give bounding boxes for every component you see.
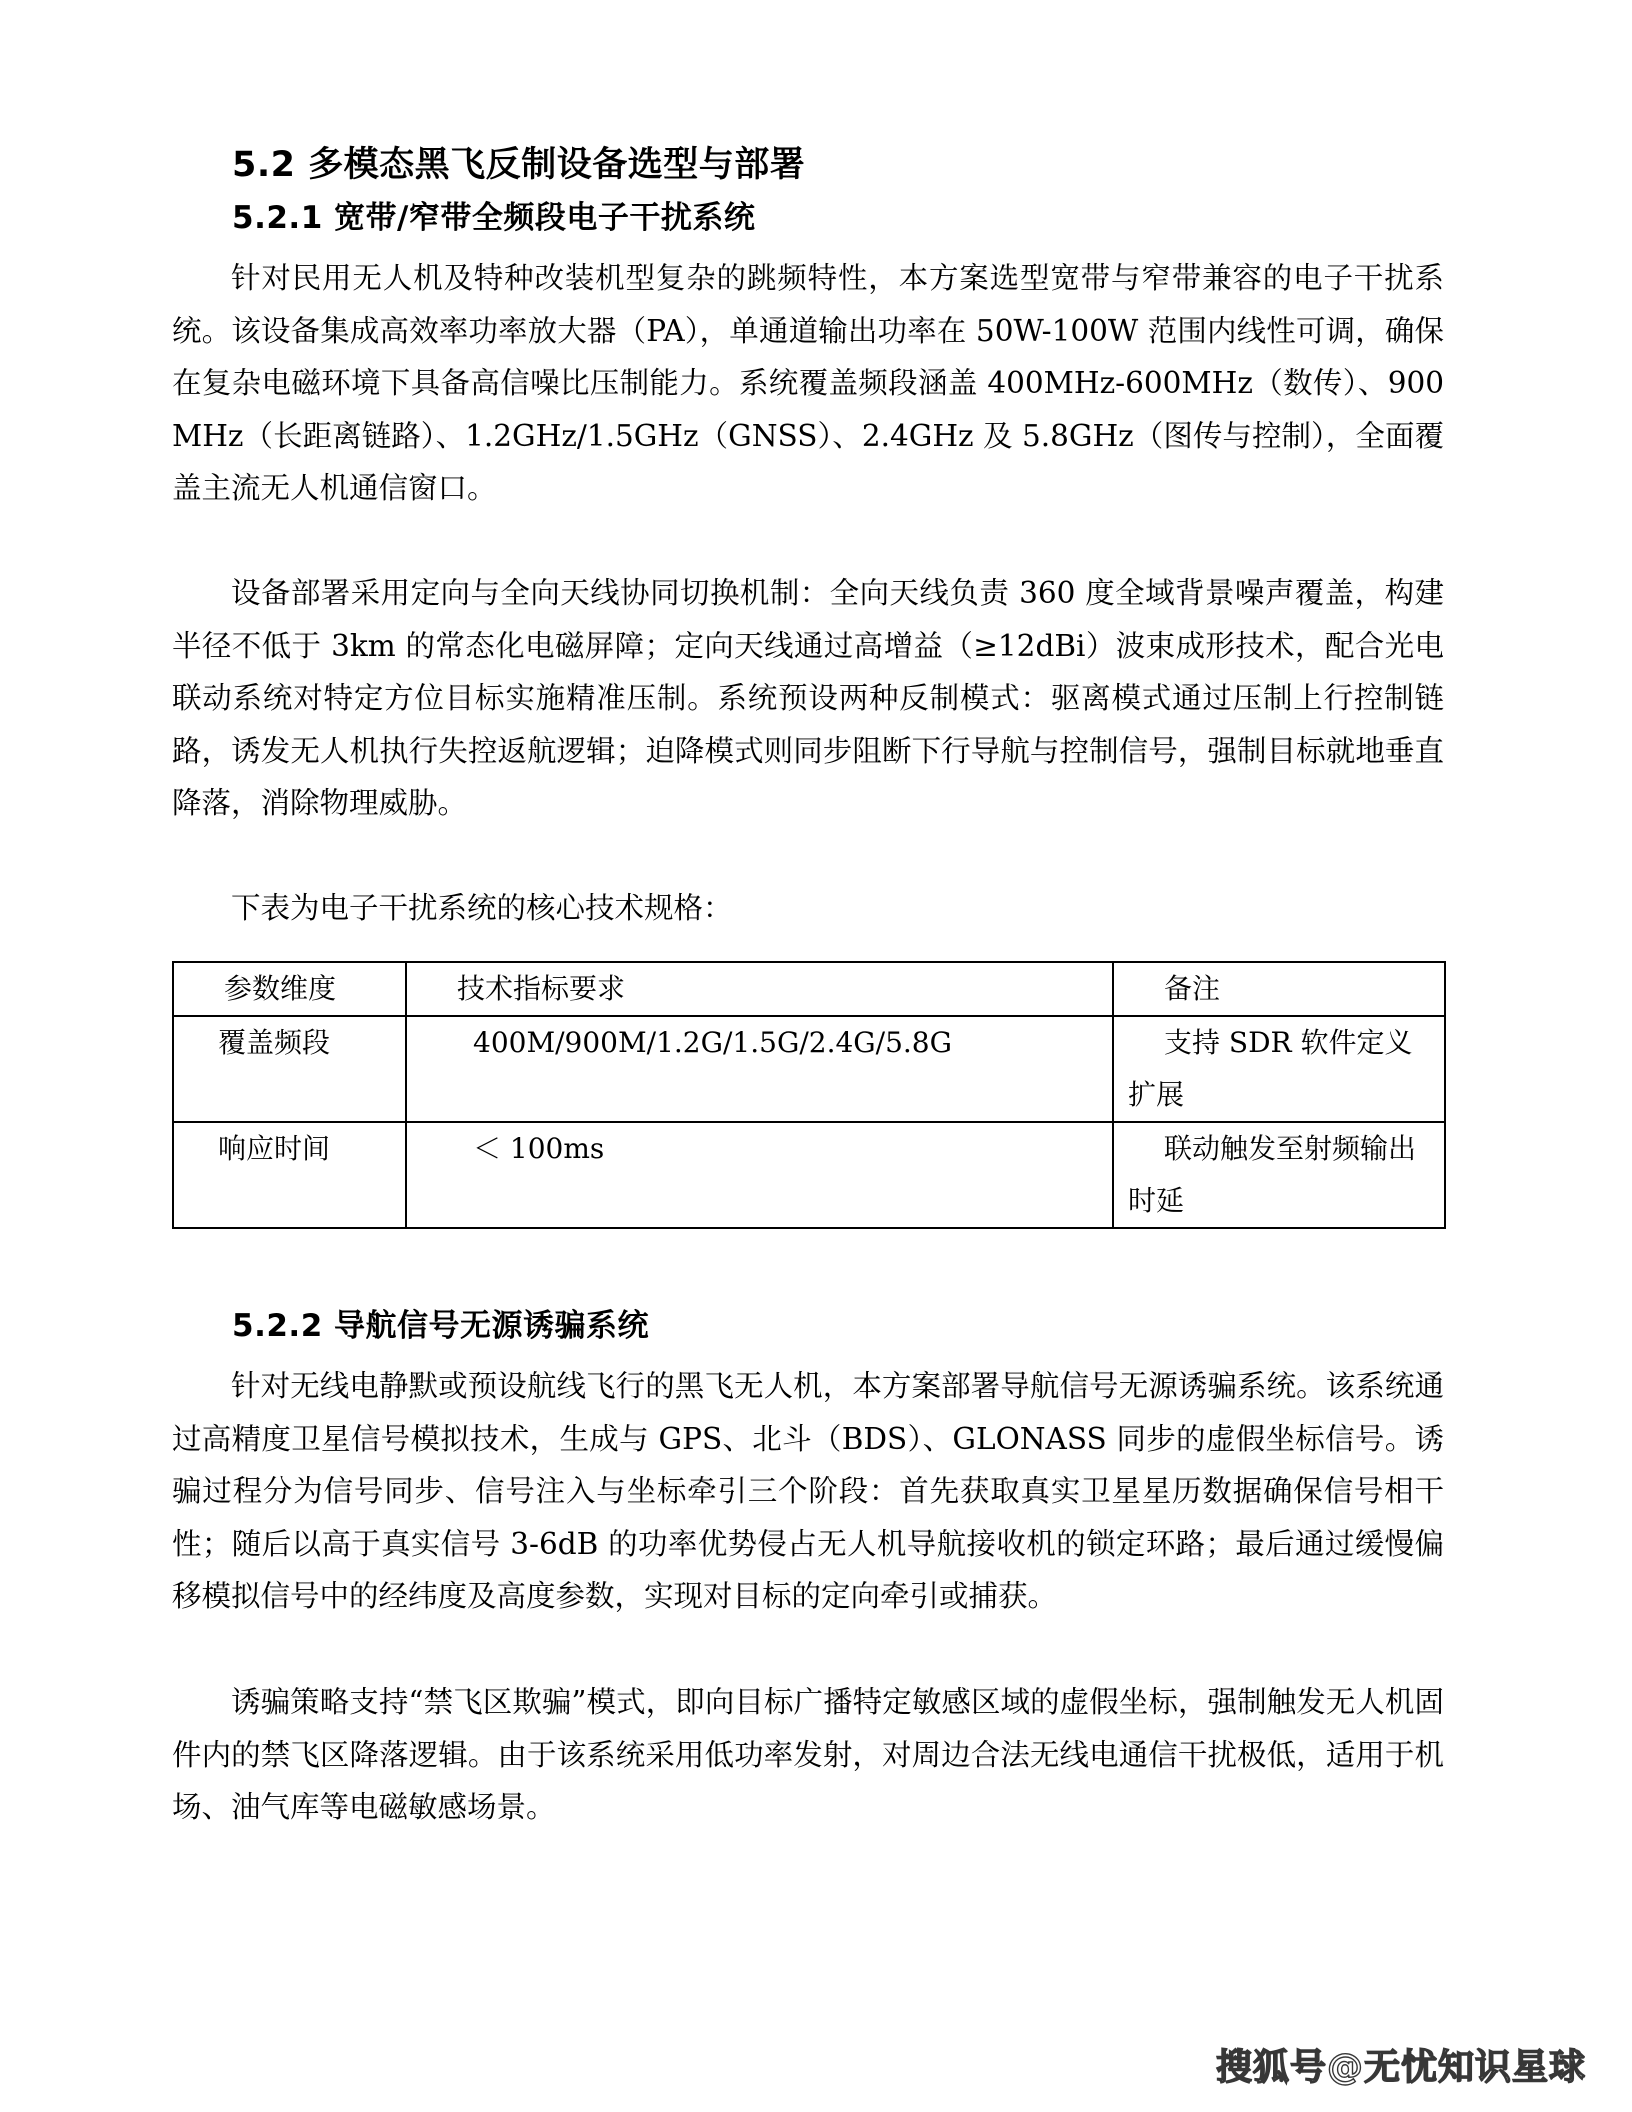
section-heading-5-2-wrap [232, 144, 805, 186]
paragraph-5-2-2-2-wrap [172, 1676, 1444, 1834]
watermark: 搜狐号@无忧知识星球 [1215, 2047, 1586, 2088]
table-cell-dimension [173, 1016, 406, 1122]
subsection-heading-5-2-2-wrap [232, 1308, 649, 1345]
table-cell-requirement [406, 1122, 1113, 1228]
table-cell-remark [1113, 1122, 1445, 1228]
table-cell-remark [1113, 1016, 1445, 1122]
paragraph-table-lead-in-wrap [172, 882, 1444, 935]
paragraph-5-2-1-1-wrap [172, 252, 1444, 515]
table-row [173, 1016, 1445, 1122]
table-header-remark [1113, 962, 1445, 1016]
table-cell-remark-value: 联动触发至射频输出时延 [1128, 1132, 1417, 1217]
paragraph-table-lead-in: 下表为电子干扰系统的核心技术规格： [231, 891, 733, 925]
table-row [173, 1122, 1445, 1228]
spec-table [172, 961, 1446, 1229]
paragraph-5-2-1-2: 设备部署采用定向与全向天线协同切换机制：全向天线负责 360 度全域背景噪声覆盖，构建半径不低于 3km 的常态化电磁屏障；定向天线通过高增益（≥12dBi）波束成形技术，配合光电联动系统对特定方位目标实施精准压制。系统预设两种反制模式：驱离模式通过压制上行控制链路，诱发无人机执行失控返航逻辑；迫降模式则同步阻断下行导航与控制信号，强制目标就地垂直降落，消除物理威胁。 [172, 576, 1444, 820]
table-header-dimension [173, 962, 406, 1016]
table-header-requirement [406, 962, 1113, 1016]
table-header-row [173, 962, 1445, 1016]
table-cell-requirement-value: ＜ 100ms [473, 1132, 605, 1165]
paragraph-5-2-2-1-wrap [172, 1360, 1444, 1623]
section-heading-5-2: 5.2 多模态黑飞反制设备选型与部署 [232, 145, 806, 185]
table-cell-dimension-value: 覆盖频段 [218, 1026, 331, 1059]
table-cell-remark-value: 支持 SDR 软件定义扩展 [1128, 1026, 1413, 1111]
paragraph-5-2-2-1: 针对无线电静默或预设航线飞行的黑飞无人机，本方案部署导航信号无源诱骗系统。该系统通过高精度卫星信号模拟技术，生成与 GPS、北斗（BDS）、GLONASS 同步的虚假坐标信号。诱骗过程分为信号同步、信号注入与坐标牵引三个阶段：首先获取真实卫星星历数据确保信号相干性；随后以高于真实信号 3-6dB 的功率优势侵占无人机导航接收机的锁定环路；最后通过缓慢偏移模拟信号中的经纬度及高度参数，实现对目标的定向牵引或捕获。 [172, 1369, 1444, 1613]
table-cell-dimension [173, 1122, 406, 1228]
table-header-dimension-label: 参数维度 [224, 972, 337, 1005]
subsection-heading-5-2-1-wrap [232, 200, 755, 237]
subsection-heading-5-2-2: 5.2.2 导航信号无源诱骗系统 [232, 1308, 650, 1344]
table-header-requirement-label: 技术指标要求 [457, 972, 626, 1005]
table-header-remark-label: 备注 [1164, 972, 1221, 1005]
paragraph-5-2-2-2: 诱骗策略支持“禁飞区欺骗”模式，即向目标广播特定敏感区域的虚假坐标，强制触发无人机固件内的禁飞区降落逻辑。由于该系统采用低功率发射，对周边合法无线电通信干扰极低，适用于机场、油气库等电磁敏感场景。 [172, 1685, 1444, 1824]
paragraph-5-2-1-1: 针对民用无人机及特种改装机型复杂的跳频特性，本方案选型宽带与窄带兼容的电子干扰系统。该设备集成高效率功率放大器（PA），单通道输出功率在 50W-100W 范围内线性可调，确保在复杂电磁环境下具备高信噪比压制能力。系统覆盖频段涵盖 400MHz-600MHz（数传）、900MHz（长距离链路）、1.2GHz/1.5GHz（GNSS）、2.4GHz 及 5.8GHz（图传与控制），全面覆盖主流无人机通信窗口。 [172, 261, 1444, 505]
paragraph-5-2-1-2-wrap [172, 567, 1444, 830]
table-cell-dimension-value: 响应时间 [218, 1132, 331, 1165]
table-cell-requirement [406, 1016, 1113, 1122]
table-cell-requirement-value: 400M/900M/1.2G/1.5G/2.4G/5.8G [473, 1026, 952, 1059]
subsection-heading-5-2-1: 5.2.1 宽带/窄带全频段电子干扰系统 [232, 200, 756, 236]
